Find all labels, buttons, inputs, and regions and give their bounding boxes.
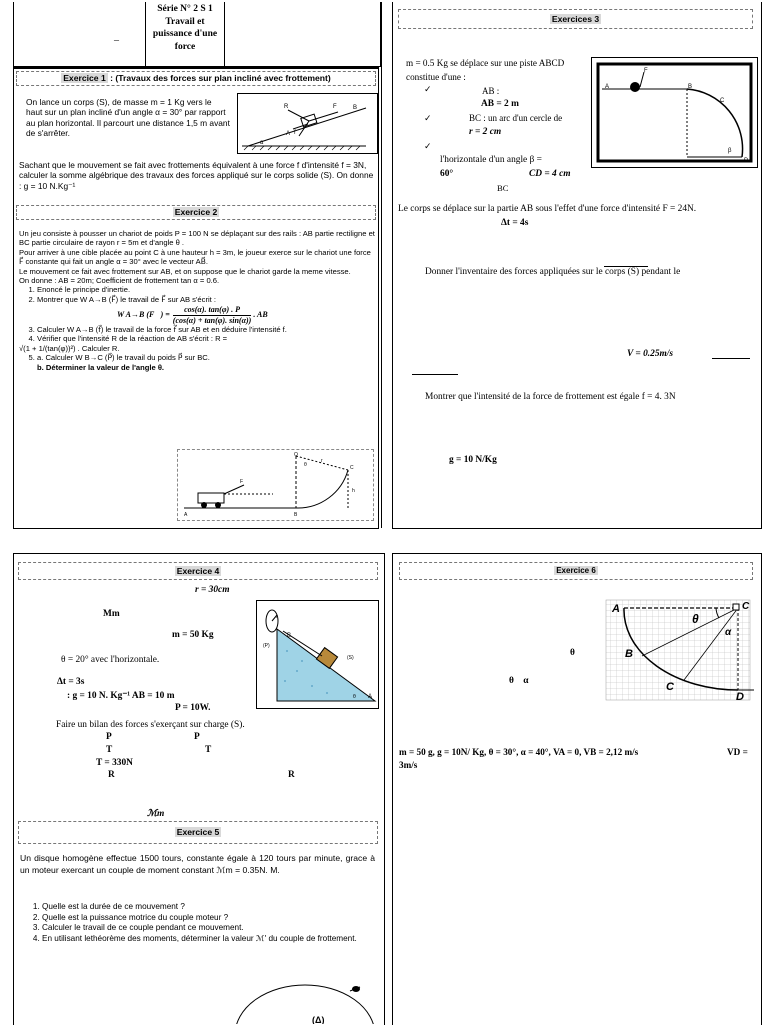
ex3-check-2: ✓	[424, 113, 432, 123]
ex1-heading	[16, 71, 376, 86]
ex4-bilan: Faire un bilan des forces s'exerçant sur charge (S).	[56, 720, 245, 730]
ex6-figure	[604, 598, 754, 703]
ex5-figure	[230, 975, 380, 1024]
ex2-figure	[177, 449, 374, 521]
series-title-line-4: force	[174, 41, 196, 52]
ex3-rule-2	[712, 358, 750, 359]
ex5-fig-label-delta: (Δ)	[312, 1015, 325, 1024]
ex4-fig-label-theta: θ	[353, 694, 356, 700]
ex2-body	[19, 229, 376, 372]
ex1-fig-label-r: R	[284, 104, 289, 110]
ex3-bc-value: r = 2 cm	[469, 127, 502, 137]
ex6-title: Exercice 6	[556, 566, 596, 575]
series-title-line-3: puissance d'une	[152, 29, 218, 39]
ex2-formula-numerator: cos(α). tan(φ) . P	[173, 305, 252, 315]
ex6-theta: θ	[570, 648, 575, 658]
ex5-question-3: 3. Calculer le travail de ce couple pendant ce mouvement.	[42, 923, 392, 934]
ex4-vec-r-1: R⃗	[108, 770, 123, 780]
ex3-fig-label-a: A	[605, 84, 610, 90]
ex4-radius: r = 30cm	[195, 585, 230, 595]
ex6-unit: 3m/s	[399, 760, 418, 770]
ex4-fig-label-a: A	[368, 694, 373, 700]
ex3-check-1: ✓	[424, 84, 432, 94]
ex2-fig-label-theta: θ	[304, 462, 307, 468]
ex6-fig-label-d: D	[736, 691, 744, 703]
ex3-fig-label-b: B	[688, 84, 693, 90]
ex4-figure	[256, 600, 379, 709]
ex4-title: Exercice 4	[176, 566, 220, 576]
ex2-question-5a: 5. a. Calculer W B→C (P⃗) le travail du poids P⃗ sur BC.	[37, 353, 376, 362]
ex3-fig-label-beta: β	[728, 148, 732, 154]
ex2-fig-label-o: O	[294, 452, 298, 458]
ex4-power: P = 10W.	[175, 703, 211, 713]
ex4-vec-t-2: T⃗	[205, 745, 219, 755]
ex6-fig-label-a: A	[612, 603, 620, 615]
ex4-moment-label: Mm	[103, 609, 120, 619]
ex6-fig-label-c-top: C	[742, 601, 750, 612]
ex4-heading	[18, 562, 378, 580]
ex4-fig-label-s: (S)	[347, 655, 354, 661]
ex5-questions	[22, 902, 392, 944]
ex4-vec-p-1: P⃗	[106, 732, 120, 742]
ex3-bc-short: BC	[497, 183, 509, 193]
ex2-paragraph-1: Un jeu consiste à pousser un chariot de poids P = 100 N se déplaçant sur des rails : AB partie rectiligne et BC partie circulaire de rayon r = 5m et d'angle θ .	[19, 229, 375, 248]
ex1-title: Exercice 1	[63, 73, 106, 83]
ex5-heading	[18, 821, 378, 844]
ex3-fig-label-c: C	[720, 98, 725, 104]
ex3-figure	[591, 57, 758, 168]
ex2-question-4-text: Vérifier que l'intensité R de la réaction de AB s'écrit : R =	[37, 334, 228, 344]
ex6-theta-alpha: θ α	[509, 676, 529, 686]
ex2-heading	[16, 205, 376, 220]
ex3-ab-label: AB :	[482, 86, 500, 96]
ex3-bc-label: BC : un arc d'un cercle de	[469, 113, 563, 123]
ex1-figure	[237, 93, 378, 154]
ex2-formula-lhs: W A→B (F⃗) =	[117, 310, 170, 320]
ex6-fig-label-theta: θ	[692, 612, 699, 626]
ex2-fig-label-b: B	[294, 512, 298, 518]
header-table	[13, 2, 381, 67]
ex3-inventory: Donner l'inventaire des forces appliquées sur le corps (S) pendant le	[425, 267, 681, 277]
ex5-intro: Un disque homogène effectue 1500 tours, constante égale à 120 tours par minute, grace à un moteur exercant un couple de moment constant ℳm = 0.35N. M.	[20, 853, 375, 875]
ex1-paragraph-1: On lance un corps (S), de masse m = 1 Kg vers le haut sur un plan incliné d'un angle α = 30° par rapport au plan horizontal. Il parcourt une distance 1,5 m avant de s'arrêter.	[26, 97, 230, 139]
ex2-question-2-text: Montrer que W A→B (F⃗) le travail de F⃗ sur AB s'écrit :	[37, 294, 216, 304]
ex2-question-4-cont: √(1 + 1/(tan(φ))²) . Calculer R.	[19, 343, 120, 353]
ex3-cd-label: l'horizontale d'un angle β =	[440, 155, 542, 165]
ex3-ab-value: AB = 2 m	[481, 99, 519, 109]
ex1-fig-label-b: B	[353, 105, 358, 111]
ex2-paragraph-4: On donne : AB = 20m; Coefficient de frottement tan α = 0.6.	[19, 276, 220, 286]
ex4-fig-label-b: B	[287, 633, 292, 639]
ex6-heading	[399, 562, 753, 580]
ex4-moment-2: ℳm	[147, 809, 165, 819]
ex2-fig-label-c: C	[350, 465, 354, 471]
ex2-paragraph-2: Pour arriver à une cible placée au point C à une hauteur h = 3m, le joueur exerce sur le chariot une force F⃗ constante qui fait un angle α = 30° avec le vecteur AB⃗.	[19, 247, 371, 267]
ex3-fig-label-d: D	[744, 158, 749, 164]
ex2-fig-label-h: h	[352, 488, 355, 494]
ex2-question-5b: b. Déterminer la valeur de l'angle θ.	[37, 362, 165, 372]
ex4-tension: T = 330N	[96, 758, 133, 768]
series-title-line-1: Série N° 2 S 1	[157, 4, 213, 14]
ex1-fig-label-f: F	[333, 104, 337, 110]
ex1-fig-label-a: A	[286, 131, 291, 137]
ex6-fig-label-b: B	[625, 648, 633, 660]
ex4-fig-label-pulley: (P)	[263, 643, 270, 649]
ex2-question-2	[37, 295, 376, 325]
ex3-fig-label-f: F	[644, 68, 648, 74]
ex4-g-ab: : g = 10 N. Kg⁻¹ AB = 10 m	[67, 691, 175, 701]
ex3-heading	[398, 9, 753, 29]
ex6-data: m = 50 g, g = 10N/ Kg, θ = 30°, α = 40°, VA = 0, VB = 2,12 m/s	[399, 747, 639, 757]
ex2-fig-label-f: F	[240, 479, 244, 485]
ex4-vec-p-2: P⃗	[194, 732, 208, 742]
header-dash: –	[114, 35, 119, 46]
ex3-cd-value-2: CD = 4 cm	[529, 169, 571, 179]
ex2-question-3: 3. Calculer W A→B (f⃗) le travail de la force f⃗ sur AB et en déduire l'intensité f.	[37, 325, 376, 334]
ex4-vec-t-1: T⃗	[106, 745, 120, 755]
ex3-line-1: m = 0.5 Kg se déplace sur une piste ABCD constitue d'une :	[406, 58, 565, 82]
ex3-force-paragraph: Le corps se déplace sur la partie AB sous l'effet d'une force d'intensité F = 24N.	[398, 204, 697, 214]
series-title-line-2: Travail et	[165, 16, 205, 27]
ex2-formula-denominator: (cos(α) + tan(φ). sin(α))	[172, 315, 252, 325]
ex2-fig-label-a: A	[184, 512, 188, 518]
ex2-formula	[117, 305, 376, 325]
ex1-fig-label-friction: f	[294, 130, 296, 136]
ex2-formula-rhs: . AB	[253, 310, 268, 320]
ex2-paragraph-3: Le mouvement ce fait avec frottement sur AB, et on suppose que le chariot garde la meme vitesse.	[19, 266, 351, 276]
ex1-fig-label-alpha: α	[260, 140, 264, 146]
ex3-velocity: V = 0.25m/s	[627, 349, 674, 359]
ex4-delta-t: Δt = 3s	[57, 677, 85, 687]
ex2-question-4	[37, 334, 376, 343]
ex1-paragraph-2: Sachant que le mouvement se fait avec frottements équivalent à une force f d'intensité f = 3N, calculer la somme algébrique des travaux des forces appliqué sur le corps solide (S). On donne : g = 10 N.Kg⁻¹	[19, 160, 374, 191]
ex3-gravity: g = 10 N/Kg	[449, 455, 497, 465]
ex5-question-4: 4. En utilisant lethéorème des moments, déterminer la valeur ℳ' du couple de frottement.	[42, 934, 392, 945]
ex6-vd: VD =	[727, 747, 748, 757]
ex5-question-2: 2. Quelle est la puissance motrice du couple moteur ?	[42, 913, 392, 924]
ex3-check-3: ✓	[424, 141, 432, 151]
ex4-mass: m = 50 Kg	[172, 630, 214, 640]
ex5-title: Exercice 5	[176, 827, 220, 837]
ex6-fig-label-alpha: α	[725, 627, 732, 638]
ex6-fig-label-c: C	[666, 681, 674, 693]
ex3-title: Exercices 3	[551, 14, 600, 24]
ex4-theta: θ = 20° avec l'horizontale.	[61, 655, 160, 665]
ex4-vec-r-2: R⃗	[288, 770, 303, 780]
ex3-delta-t: Δt = 4s	[501, 218, 529, 228]
ex3-rule-3	[412, 374, 458, 375]
ex3-cd-value-1: 60°	[440, 169, 454, 179]
ex4-fig-label-r: r	[276, 614, 278, 620]
ex2-question-1: 1. Enoncé le principe d'inertie.	[37, 285, 376, 294]
ex2-fig-label-r: r	[321, 458, 323, 464]
ex2-title: Exercice 2	[174, 207, 218, 217]
series-title	[146, 3, 224, 53]
ex3-friction: Montrer que l'intensité de la force de frottement est égale f = 4. 3N	[425, 392, 676, 402]
ex5-question-1: 1. Quelle est la durée de ce mouvement ?	[42, 902, 392, 913]
ex1-title-rest: : (Travaux des forces sur plan incliné avec frottement)	[110, 73, 331, 83]
